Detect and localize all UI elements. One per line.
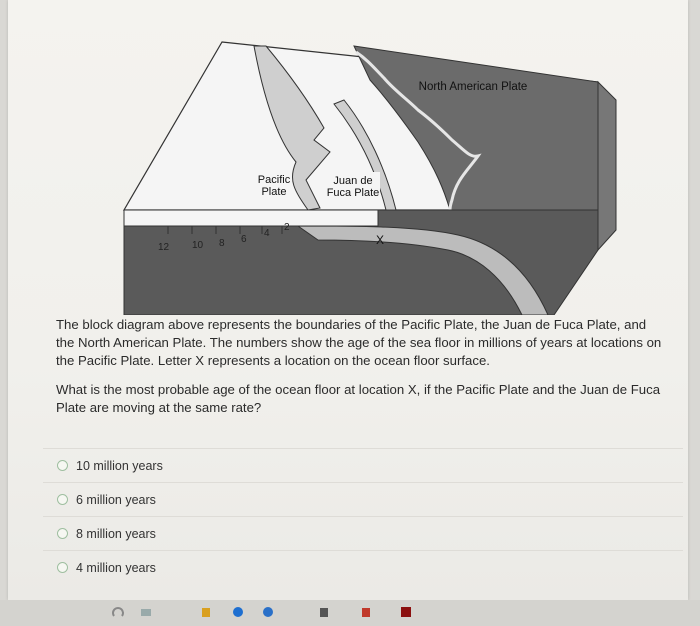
radio-button[interactable] (57, 460, 68, 471)
option-label: 10 million years (76, 458, 163, 473)
option-label: 6 million years (76, 492, 156, 507)
age-label: 12 (158, 242, 170, 253)
option-label: 8 million years (76, 526, 156, 541)
oceanic-crust-layer (124, 210, 378, 226)
answer-option-8-million[interactable] (43, 516, 683, 550)
juan-de-fuca-plate-label: Juan de (333, 175, 373, 187)
app-icon[interactable] (318, 606, 330, 618)
question-text (56, 316, 668, 428)
age-label: 4 (264, 228, 270, 239)
question-prompt: What is the most probable age of the ocean floor at location X, if the Pacific Plate and the Juan de Fuca Plate are moving at the same rate? (56, 382, 661, 415)
question-description: The block diagram above represents the boundaries of the Pacific Plate, the Juan de Fuca Plate, and the North American Plate. The numbers show the age of the sea floor in millions of years at locations on the Pacific Plate. Letter X represents a location on the ocean floor surface. (56, 317, 662, 368)
radio-button[interactable] (57, 528, 68, 539)
radio-button[interactable] (57, 562, 68, 573)
answer-option-4-million[interactable] (43, 550, 683, 584)
age-label: 2 (284, 222, 290, 233)
bottom-toolbar-strip (0, 600, 700, 626)
app-icon[interactable] (232, 606, 244, 618)
location-x-marker: X (375, 233, 385, 247)
pacific-plate-label: Plate (261, 186, 287, 198)
app-icon[interactable] (262, 606, 274, 618)
age-label: 8 (219, 238, 225, 249)
answer-option-6-million[interactable] (43, 482, 683, 516)
option-label: 4 million years (76, 560, 156, 575)
answer-options (43, 448, 683, 584)
north-american-plate-label: North American Plate (418, 81, 528, 93)
plate-block-diagram (118, 30, 628, 315)
app-icon[interactable] (360, 606, 372, 618)
radio-button[interactable] (57, 494, 68, 505)
age-label: 6 (241, 234, 247, 245)
app-icon[interactable] (200, 606, 212, 618)
pacific-plate-label: Pacific (257, 174, 291, 186)
age-label: 10 (192, 240, 204, 251)
question-card (8, 0, 688, 600)
answer-option-10-million[interactable] (43, 448, 683, 482)
block-side-face (598, 82, 616, 250)
app-icon[interactable] (112, 606, 124, 618)
app-icon[interactable] (140, 606, 152, 618)
juan-de-fuca-plate-label: Fuca Plate (326, 187, 380, 199)
app-icon[interactable] (400, 606, 412, 618)
